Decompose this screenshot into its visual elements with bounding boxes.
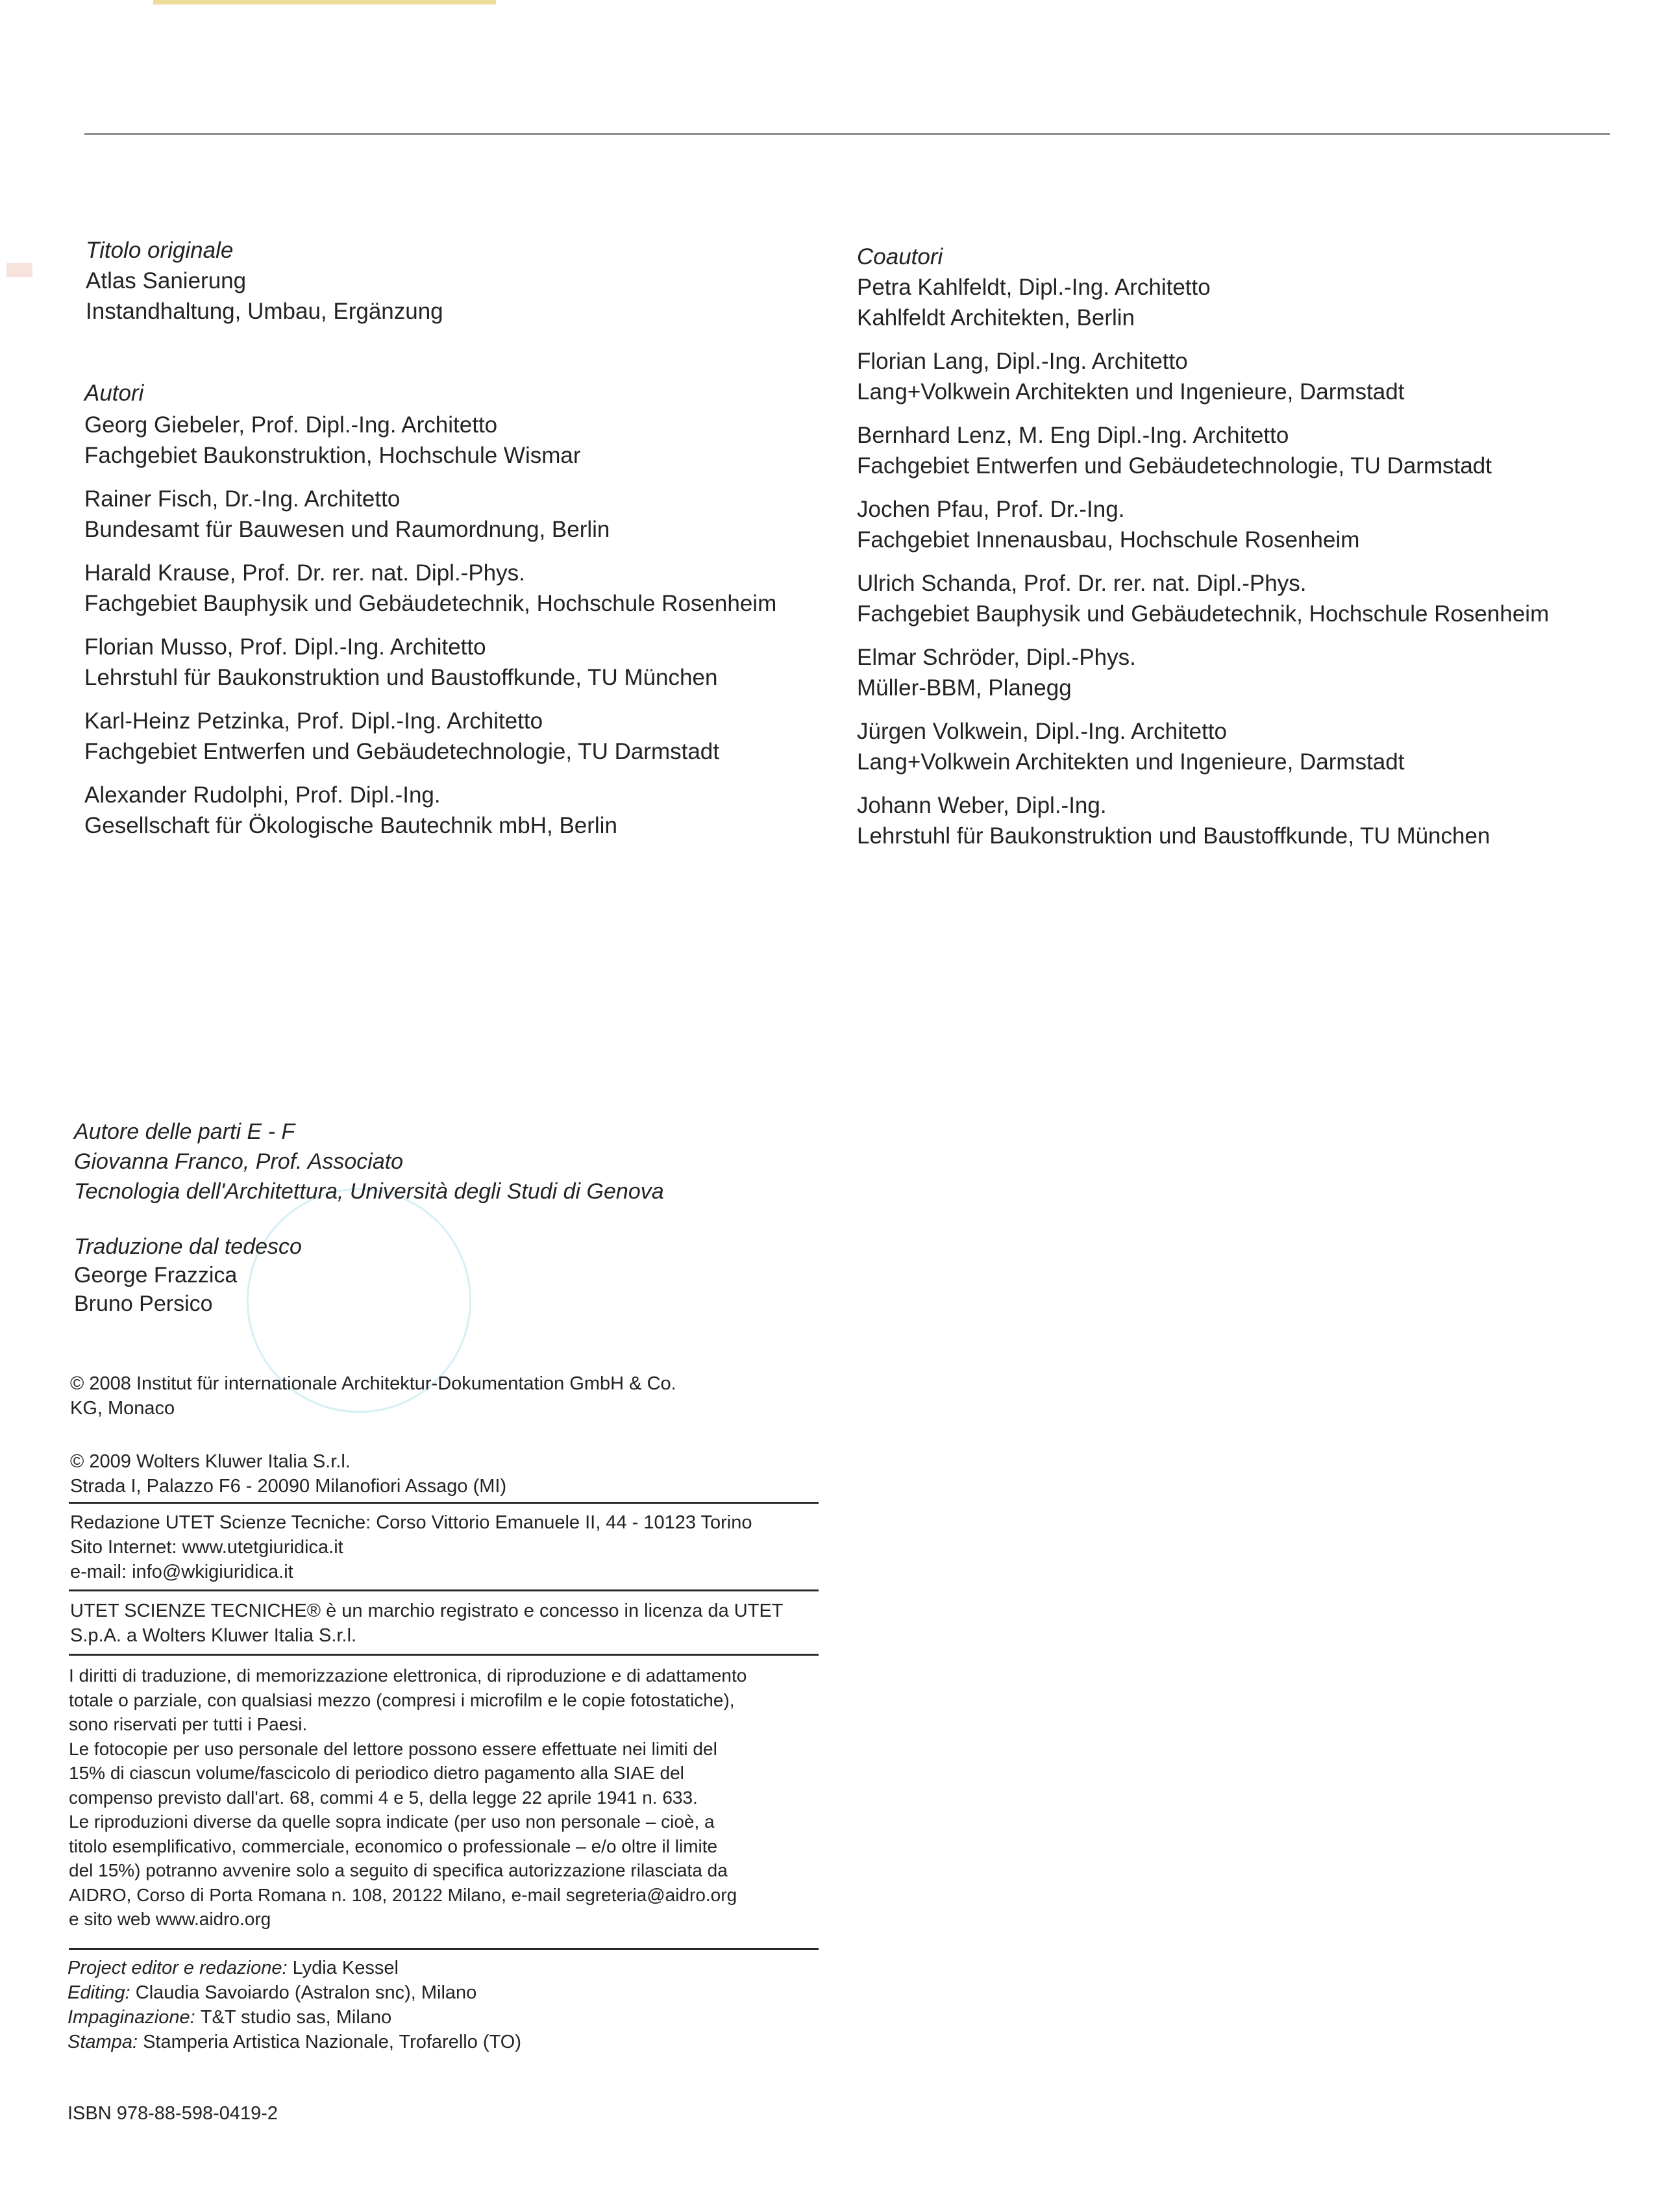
divider-rule xyxy=(69,1502,819,1504)
credit-row xyxy=(68,2005,521,2030)
author-name: Harald Krause, Prof. Dr. rer. nat. Dipl.-Phys. xyxy=(84,560,525,586)
author-entry xyxy=(84,558,776,619)
coauthor-name: Elmar Schröder, Dipl.-Phys. xyxy=(857,645,1136,670)
author-affiliation: Lehrstuhl für Baukonstruktion und Baustoffkunde, TU München xyxy=(84,665,718,690)
trademark-section xyxy=(70,1599,784,1648)
credit-colon: : xyxy=(190,2007,201,2028)
coauthor-entry xyxy=(857,790,1549,851)
author-entry xyxy=(84,706,776,767)
author-entry xyxy=(84,632,776,693)
trademark-line: UTET SCIENZE TECNICHE® è un marchio registrato e concesso in licenza da UTET xyxy=(70,1601,784,1621)
authors-label: Autori xyxy=(84,380,144,406)
coauthor-affiliation: Fachgebiet Bauphysik und Gebäudetechnik, Hochschule Rosenheim xyxy=(857,601,1550,627)
coauthor-affiliation: Kahlfeldt Architekten, Berlin xyxy=(857,305,1135,330)
coauthor-name: Ulrich Schanda, Prof. Dr. rer. nat. Dipl.-Phys. xyxy=(857,571,1307,596)
isbn-text: ISBN 978-88-598-0419-2 xyxy=(68,2103,278,2124)
original-title-label: Titolo originale xyxy=(86,238,234,263)
divider-rule xyxy=(69,1948,819,1950)
author-affiliation: Fachgebiet Entwerfen und Gebäudetechnologie, TU Darmstadt xyxy=(84,739,720,764)
original-title-section xyxy=(86,235,443,327)
redazione-section xyxy=(70,1510,752,1584)
copyright-2009-line: © 2009 Wolters Kluwer Italia S.r.l. xyxy=(70,1451,351,1472)
coauthor-entry xyxy=(857,716,1549,777)
author-name: Alexander Rudolphi, Prof. Dipl.-Ing. xyxy=(84,782,441,808)
redazione-line: Redazione UTET Scienze Tecniche: Corso Vittorio Emanuele II, 44 - 10123 Torino xyxy=(70,1512,752,1533)
translation-label: Traduzione dal tedesco xyxy=(74,1234,302,1259)
credit-colon: : xyxy=(132,2032,143,2052)
parts-author-line: Tecnologia dell'Architettura, Università degli Studi di Genova xyxy=(74,1179,664,1204)
copyright-2009-line: Strada I, Palazzo F6 - 20090 Milanofiori Assago (MI) xyxy=(70,1476,507,1497)
credit-value: T&T studio sas, Milano xyxy=(200,2007,392,2028)
coauthor-entry xyxy=(857,420,1549,481)
rights-line: e sito web www.aidro.org xyxy=(69,1909,271,1929)
rights-line: Le fotocopie per uso personale del lettore possono essere effettuate nei limiti del xyxy=(69,1738,717,1759)
rights-line: totale o parziale, con qualsiasi mezzo (compresi i microfilm e le copie fotostatiche), xyxy=(69,1689,735,1710)
coauthor-entry xyxy=(857,272,1549,333)
coauthor-affiliation: Lang+Volkwein Architekten und Ingenieure, Darmstadt xyxy=(857,379,1405,405)
credit-value: Stamperia Artistica Nazionale, Trofarello (TO) xyxy=(143,2032,521,2052)
rights-line: AIDRO, Corso di Porta Romana n. 108, 20122 Milano, e-mail segreteria@aidro.org xyxy=(69,1884,737,1905)
author-affiliation: Fachgebiet Baukonstruktion, Hochschule Wismar xyxy=(84,443,581,468)
coauthor-name: Bernhard Lenz, M. Eng Dipl.-Ing. Architetto xyxy=(857,423,1289,448)
author-affiliation: Gesellschaft für Ökologische Bautechnik mbH, Berlin xyxy=(84,813,617,838)
author-name: Florian Musso, Prof. Dipl.-Ing. Architetto xyxy=(84,634,486,660)
divider-rule xyxy=(69,1654,819,1656)
author-affiliation: Fachgebiet Bauphysik und Gebäudetechnik, Hochschule Rosenheim xyxy=(84,591,777,616)
rights-line: del 15%) potranno avvenire solo a seguito di specifica autorizzazione rilasciata da xyxy=(69,1860,728,1880)
credit-value: Claudia Savoiardo (Astralon snc), Milano xyxy=(135,1982,477,2003)
rights-paragraph xyxy=(69,1663,747,1932)
top-color-strip xyxy=(153,0,496,5)
coauthors-section xyxy=(857,242,1549,851)
credits-section xyxy=(68,1956,521,2054)
copyright-2008 xyxy=(70,1371,676,1421)
parts-author-section xyxy=(74,1117,664,1206)
top-rule xyxy=(84,133,1610,135)
coauthor-name: Jochen Pfau, Prof. Dr.-Ing. xyxy=(857,497,1125,522)
credit-colon: : xyxy=(282,1958,293,1978)
copyright-2009 xyxy=(70,1449,506,1499)
credit-role: Impaginazione xyxy=(68,2007,190,2028)
coauthor-name: Johann Weber, Dipl.-Ing. xyxy=(857,793,1107,818)
isbn xyxy=(68,2101,278,2126)
credit-row xyxy=(68,2030,521,2054)
copyright-2008-line: KG, Monaco xyxy=(70,1398,175,1419)
author-name: Karl-Heinz Petzinka, Prof. Dipl.-Ing. Architetto xyxy=(84,708,543,734)
rights-line: I diritti di traduzione, di memorizzazione elettronica, di riproduzione e di adattamento xyxy=(69,1665,747,1686)
rights-line: Le riproduzioni diverse da quelle sopra indicate (per uso non personale – cioè, a xyxy=(69,1812,715,1832)
rights-line: sono riservati per tutti i Paesi. xyxy=(69,1714,308,1734)
credit-row xyxy=(68,1956,521,1980)
author-name: Rainer Fisch, Dr.-Ing. Architetto xyxy=(84,486,401,512)
coauthor-name: Jürgen Volkwein, Dipl.-Ing. Architetto xyxy=(857,719,1228,744)
author-entry xyxy=(84,410,776,471)
coauthor-entry xyxy=(857,642,1549,703)
translator-name: George Frazzica xyxy=(74,1263,238,1288)
parts-author-line: Autore delle parti E - F xyxy=(74,1119,295,1144)
coauthor-name: Petra Kahlfeldt, Dipl.-Ing. Architetto xyxy=(857,275,1211,300)
author-affiliation: Bundesamt für Bauwesen und Raumordnung, Berlin xyxy=(84,517,610,542)
coauthor-affiliation: Fachgebiet Entwerfen und Gebäudetechnologie, TU Darmstadt xyxy=(857,453,1492,479)
coauthor-name: Florian Lang, Dipl.-Ing. Architetto xyxy=(857,349,1188,374)
trademark-line: S.p.A. a Wolters Kluwer Italia S.r.l. xyxy=(70,1625,357,1646)
coauthor-entry xyxy=(857,494,1549,555)
rights-line: 15% di ciascun volume/fascicolo di periodico dietro pagamento alla SIAE del xyxy=(69,1763,684,1783)
coauthors-label: Coautori xyxy=(857,244,943,269)
redazione-line: Sito Internet: www.utetgiuridica.it xyxy=(70,1537,343,1558)
coauthor-entry xyxy=(857,568,1549,629)
rights-line: titolo esemplificativo, commerciale, economico o professionale – e/o oltre il limite xyxy=(69,1836,718,1856)
scan-mark xyxy=(6,263,32,277)
coauthor-entry xyxy=(857,346,1549,407)
credit-role: Editing xyxy=(68,1982,125,2003)
authors-section xyxy=(84,378,776,841)
coauthor-affiliation: Fachgebiet Innenausbau, Hochschule Rosenheim xyxy=(857,527,1360,553)
credit-value: Lydia Kessel xyxy=(292,1958,399,1978)
parts-author-line: Giovanna Franco, Prof. Associato xyxy=(74,1149,404,1174)
original-title-line: Instandhaltung, Umbau, Ergänzung xyxy=(86,299,443,324)
translator-name: Bruno Persico xyxy=(74,1291,213,1316)
original-title-line: Atlas Sanierung xyxy=(86,268,247,293)
credit-row xyxy=(68,1980,521,2005)
translation-section xyxy=(74,1232,302,1318)
credit-colon: : xyxy=(125,1982,136,2003)
copyright-2008-line: © 2008 Institut für internationale Architektur-Dokumentation GmbH & Co. xyxy=(70,1373,676,1394)
rights-line: compenso previsto dall'art. 68, commi 4 e 5, della legge 22 aprile 1941 n. 633. xyxy=(69,1787,698,1808)
credit-role: Stampa xyxy=(68,2032,132,2052)
divider-rule xyxy=(69,1589,819,1591)
coauthor-affiliation: Müller-BBM, Planegg xyxy=(857,675,1072,701)
coauthor-affiliation: Lang+Volkwein Architekten und Ingenieure, Darmstadt xyxy=(857,749,1405,775)
coauthor-affiliation: Lehrstuhl für Baukonstruktion und Baustoffkunde, TU München xyxy=(857,823,1490,849)
credit-role: Project editor e redazione xyxy=(68,1958,282,1978)
author-name: Georg Giebeler, Prof. Dipl.-Ing. Architetto xyxy=(84,412,498,438)
author-entry xyxy=(84,484,776,545)
redazione-line: e-mail: info@wkigiuridica.it xyxy=(70,1562,293,1582)
author-entry xyxy=(84,780,776,841)
